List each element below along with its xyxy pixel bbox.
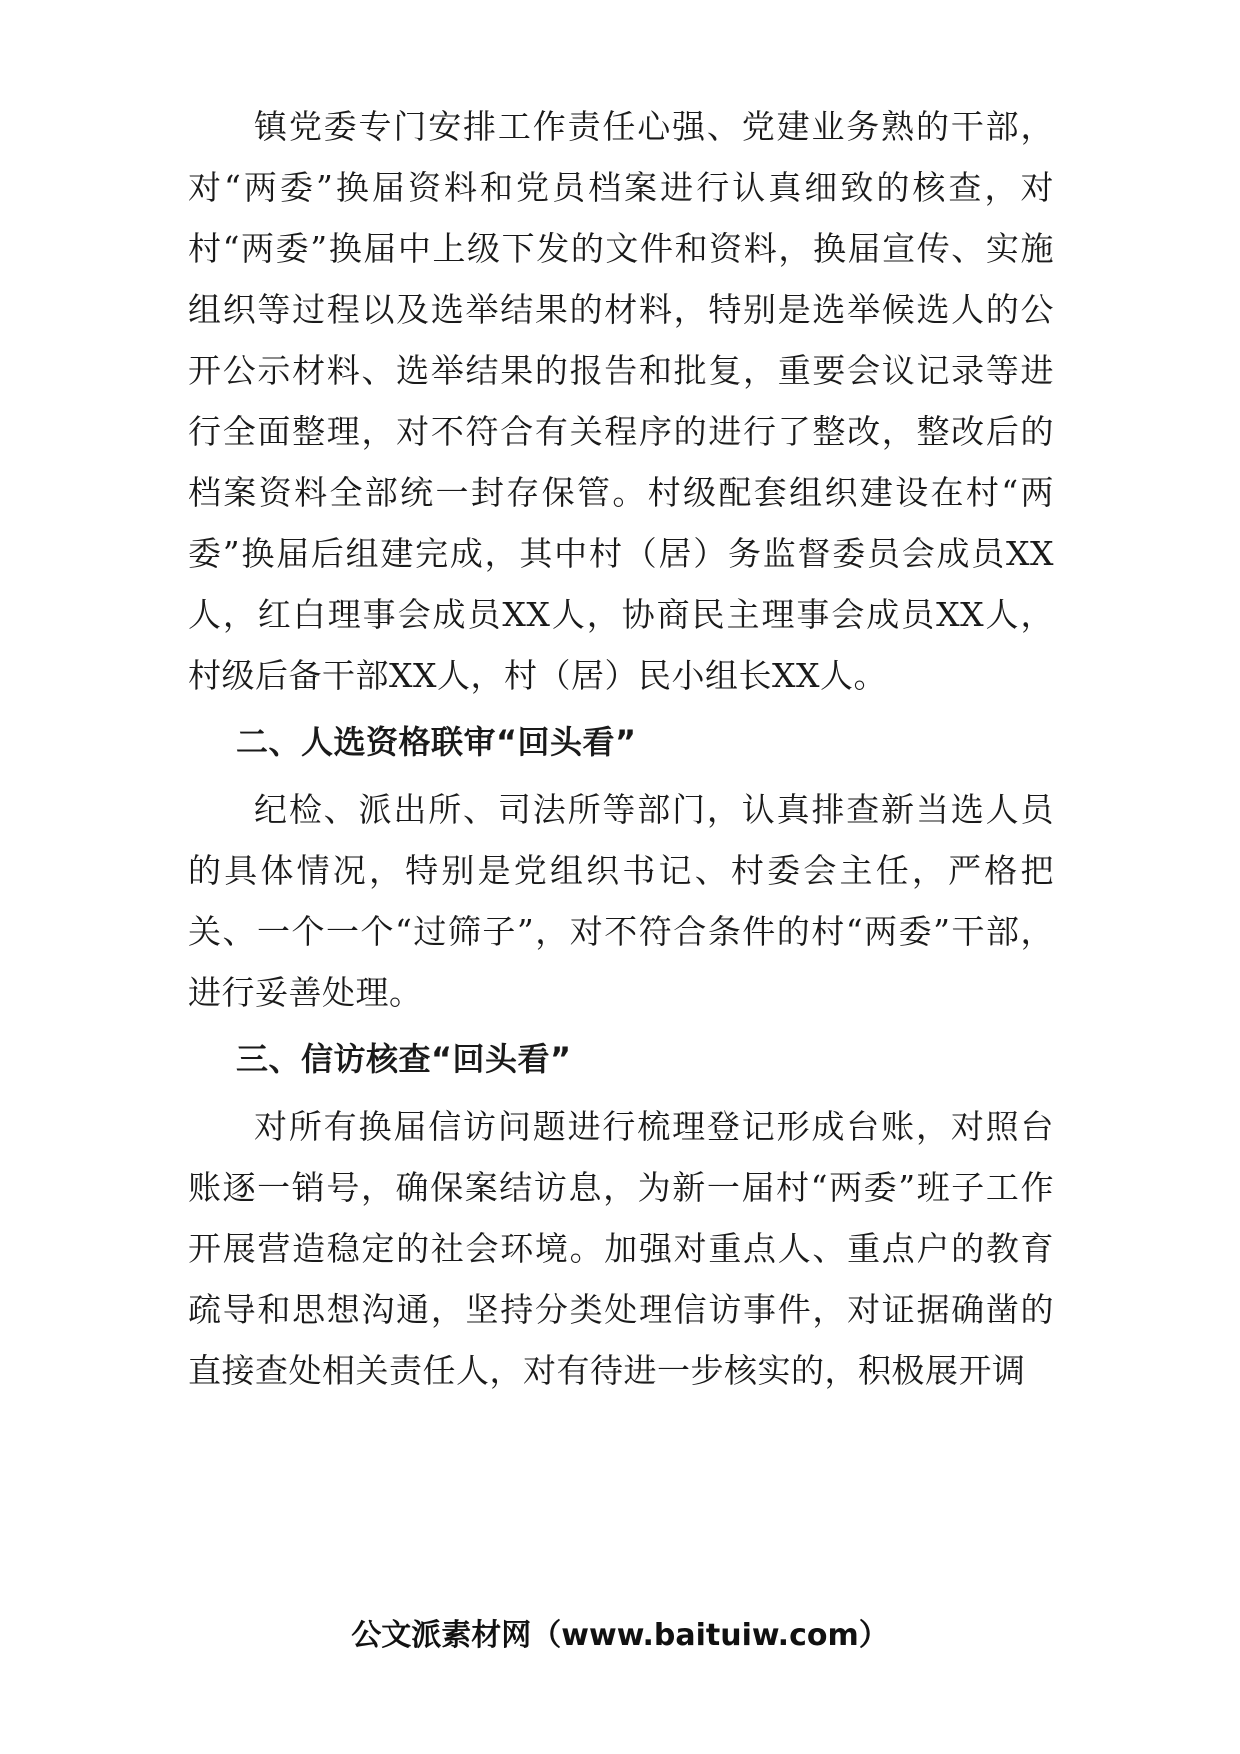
paragraph-qualification-review: 纪检、派出所、司法所等部门，认真排查新当选人员的具体情况，特别是党组织书记、村委会主任，严格把关、一个一个“过筛子”，对不符合条件的村“两委”干部，进行妥善处理。	[188, 790, 1054, 1012]
section-heading-petition-review: 三、信访核查“回头看”	[236, 1040, 572, 1078]
paragraph-archive-review: 镇党委专门安排工作责任心强、党建业务熟的干部，对“两委”换届资料和党员档案进行认真细致的核查，对村“两委”换届中上级下发的文件和资料，换届宣传、实施组织等过程以及选举结果的材料，特别是选举候选人的公开公示材料、选举结果的报告和批复，重要会议记录等进行全面整理，对不符合有关程序的进行了整改，整改后的档案资料全部统一封存保管。村级配套组织建设在村“两委”换届后组建完成，其中村（居）务监督委员会成员XX人，红白理事会成员XX人，协商民主理事会成员XX人，村级后备干部XX人，村（居）民小组长XX人。	[188, 107, 1054, 695]
paragraph-petition-review: 对所有换届信访问题进行梳理登记形成台账，对照台账逐一销号，确保案结访息，为新一届村“两委”班子工作开展营造稳定的社会环境。加强对重点人、重点户的教育疏导和思想沟通，坚持分类处理信访事件，对证据确凿的直接查处相关责任人，对有待进一步核实的，积极展开调	[188, 1107, 1054, 1390]
section-heading-qualification-review: 二、人选资格联审“回头看”	[236, 723, 637, 761]
page-footer-source: 公文派素材网（www.baituiw.com）	[351, 1618, 889, 1653]
document-body	[188, 96, 1054, 1401]
